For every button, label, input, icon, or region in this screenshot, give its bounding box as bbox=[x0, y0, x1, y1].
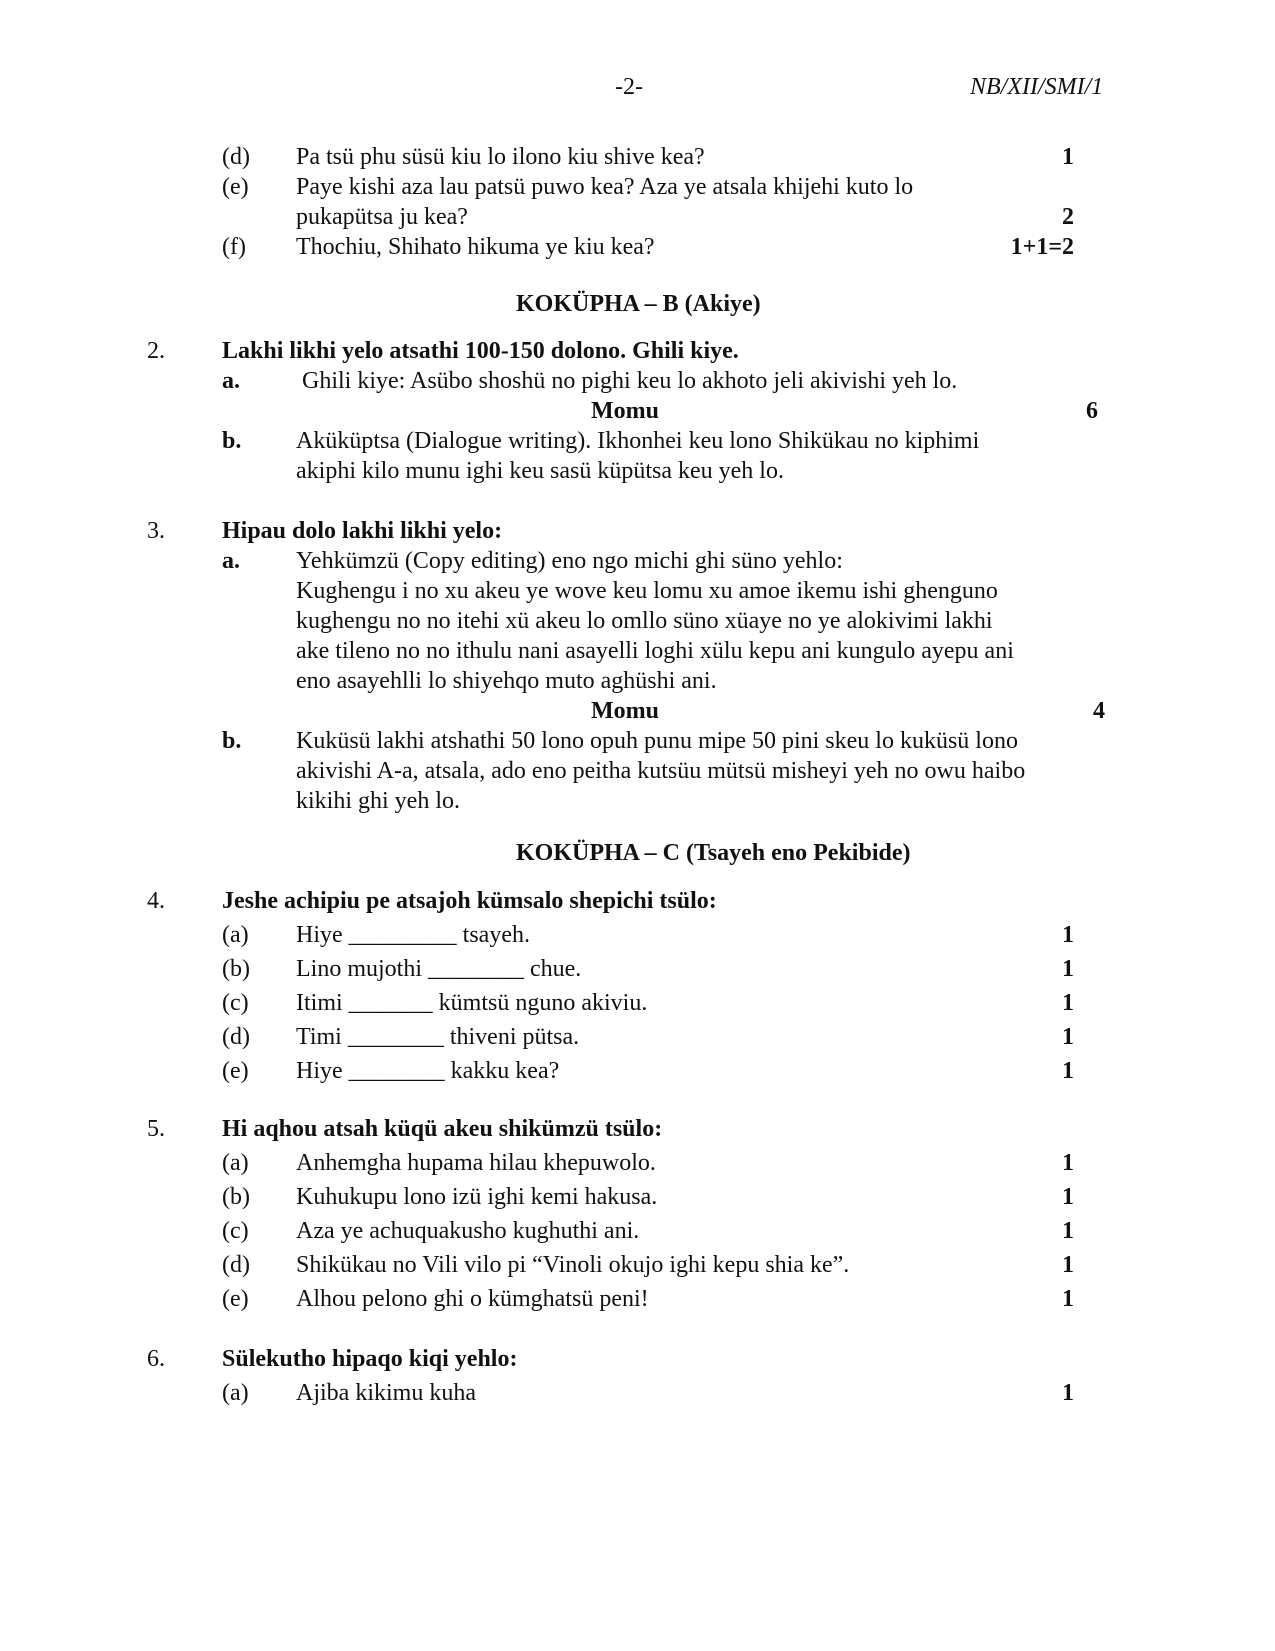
q4-heading bbox=[0, 886, 1275, 917]
q3-or-row bbox=[0, 696, 1275, 727]
q1-item-f bbox=[0, 232, 1275, 263]
q5-item-a bbox=[0, 1148, 1275, 1179]
item-text: Ajiba kikimu kuha bbox=[296, 1380, 476, 1406]
item-text: Pa tsü phu süsü kiu lo ilono kiu shive kea? bbox=[296, 144, 705, 170]
item-mark: 1 bbox=[1062, 1184, 1074, 1210]
text-before: Hiye bbox=[296, 922, 343, 948]
question-number: 3. bbox=[147, 518, 165, 544]
q1-item-e bbox=[0, 172, 1275, 203]
q4-item-b bbox=[0, 954, 1275, 985]
page-number: -2- bbox=[615, 74, 643, 100]
paper-code: NB/XII/SMI/1 bbox=[970, 74, 1104, 100]
q5-item-b bbox=[0, 1182, 1275, 1213]
item-text: Alhou pelono ghi o kümghatsü peni! bbox=[296, 1286, 649, 1312]
q2-part-b-line2 bbox=[0, 456, 1275, 487]
item-mark: 1 bbox=[1062, 144, 1074, 170]
item-label: (b) bbox=[222, 956, 250, 982]
q1-item-e-line2 bbox=[0, 202, 1275, 233]
question-text: Lakhi likhi yelo atsathi 100-150 dolono. Ghili kiye. bbox=[222, 338, 739, 364]
text-after: thiveni pütsa. bbox=[449, 1024, 580, 1050]
part-text: Kughengu i no xu akeu ye wove keu lomu xu amoe ikemu ishi ghenguno bbox=[296, 578, 998, 604]
part-text: akivishi A-a, atsala, ado eno peitha kutsüu mütsü misheyi yeh no owu haibo bbox=[296, 758, 1026, 784]
item-mark: 1 bbox=[1062, 1218, 1074, 1244]
q3-part-a-line4 bbox=[0, 636, 1275, 667]
item-text bbox=[296, 988, 647, 1019]
part-text: kikihi ghi yeh lo. bbox=[296, 788, 460, 814]
item-label: (d) bbox=[222, 144, 250, 170]
q6-heading bbox=[0, 1344, 1275, 1375]
q3-part-a-line3 bbox=[0, 606, 1275, 637]
q3-part-a-line5 bbox=[0, 666, 1275, 697]
item-mark: 1 bbox=[1062, 1150, 1074, 1176]
q3-part-b-line2 bbox=[0, 756, 1275, 787]
item-mark: 1 bbox=[1062, 1380, 1074, 1406]
q5-item-e bbox=[0, 1284, 1275, 1315]
item-label: (c) bbox=[222, 990, 249, 1016]
item-label: (c) bbox=[222, 1218, 249, 1244]
answer-blank: ________ bbox=[347, 1024, 444, 1050]
part-text: eno asayehlli lo shiyehqo muto aghüshi ani. bbox=[296, 668, 717, 694]
part-text: akiphi kilo munu ighi keu sasü küpütsa keu yeh lo. bbox=[296, 458, 784, 484]
or-label: Momu bbox=[591, 698, 659, 724]
item-label: (a) bbox=[222, 922, 249, 948]
q1-item-d bbox=[0, 142, 1275, 173]
q4-item-c bbox=[0, 988, 1275, 1019]
answer-blank: ________ bbox=[428, 956, 524, 982]
q4-item-e bbox=[0, 1056, 1275, 1087]
item-label: (a) bbox=[222, 1380, 249, 1406]
question-number: 4. bbox=[147, 888, 165, 914]
part-text: Kuküsü lakhi atshathi 50 lono opuh punu mipe 50 pini skeu lo kuküsü lono bbox=[296, 728, 1018, 754]
text-before: Hiye bbox=[296, 1058, 343, 1084]
part-text: Ghili kiye: Asübo shoshü no pighi keu lo akhoto jeli akivishi yeh lo. bbox=[302, 368, 958, 394]
item-label: (e) bbox=[222, 1058, 249, 1084]
answer-blank: _______ bbox=[348, 990, 433, 1016]
q2-part-a bbox=[0, 366, 1275, 397]
part-text: kughengu no no itehi xü akeu lo omllo süno xüaye no ye alokivimi lakhi bbox=[296, 608, 993, 634]
section-b-title: KOKÜPHA – B (Akiye) bbox=[516, 291, 761, 317]
answer-blank: _________ bbox=[348, 922, 457, 948]
text-before: Itimi bbox=[296, 990, 343, 1016]
item-mark: 1 bbox=[1062, 1058, 1074, 1084]
q6-item-a bbox=[0, 1378, 1275, 1409]
question-text: Sülekutho hipaqo kiqi yehlo: bbox=[222, 1346, 518, 1372]
text-after: kümtsü nguno akiviu. bbox=[438, 990, 648, 1016]
q3-part-b-line3 bbox=[0, 786, 1275, 817]
item-text bbox=[296, 954, 581, 985]
q2-heading bbox=[0, 336, 1275, 367]
section-c-title: KOKÜPHA – C (Tsayeh eno Pekibide) bbox=[516, 840, 911, 866]
item-text bbox=[296, 920, 530, 951]
text-after: kakku kea? bbox=[450, 1058, 560, 1084]
q5-item-d bbox=[0, 1250, 1275, 1281]
item-text: Anhemgha hupama hilau khepuwolo. bbox=[296, 1150, 656, 1176]
text-after: chue. bbox=[530, 956, 582, 982]
part-text: Yehkümzü (Copy editing) eno ngo michi ghi süno yehlo: bbox=[296, 548, 843, 574]
part-label: b. bbox=[222, 728, 242, 754]
item-label: (d) bbox=[222, 1024, 250, 1050]
item-text bbox=[296, 1056, 559, 1087]
part-label: a. bbox=[222, 368, 240, 394]
item-mark: 2 bbox=[1062, 204, 1074, 230]
question-text: Hi aqhou atsah küqü akeu shikümzü tsülo: bbox=[222, 1116, 663, 1142]
item-text: Thochiu, Shihato hikuma ye kiu kea? bbox=[296, 234, 655, 260]
item-mark: 1 bbox=[1062, 1286, 1074, 1312]
q3-part-a-line2 bbox=[0, 576, 1275, 607]
item-mark: 1 bbox=[1062, 922, 1074, 948]
item-label: (e) bbox=[222, 1286, 249, 1312]
part-label: a. bbox=[222, 548, 240, 574]
item-label: (f) bbox=[222, 234, 246, 260]
q3-part-a bbox=[0, 546, 1275, 577]
part-text: ake tileno no no ithulu nani asayelli loghi xülu kepu ani kungulo ayepu ani bbox=[296, 638, 1014, 664]
question-mark: 6 bbox=[1086, 398, 1098, 424]
q5-heading bbox=[0, 1114, 1275, 1145]
item-mark: 1 bbox=[1062, 956, 1074, 982]
text-before: Timi bbox=[296, 1024, 342, 1050]
item-mark: 1 bbox=[1062, 1024, 1074, 1050]
q2-part-b bbox=[0, 426, 1275, 457]
part-label: b. bbox=[222, 428, 242, 454]
q4-item-d bbox=[0, 1022, 1275, 1053]
item-text: Kuhukupu lono izü ighi kemi hakusa. bbox=[296, 1184, 658, 1210]
q3-heading bbox=[0, 516, 1275, 547]
item-text: pukapütsa ju kea? bbox=[296, 204, 468, 230]
item-text: Aza ye achuquakusho kughuthi ani. bbox=[296, 1218, 640, 1244]
q4-item-a bbox=[0, 920, 1275, 951]
question-number: 5. bbox=[147, 1116, 165, 1142]
item-text bbox=[296, 1022, 579, 1053]
item-mark: 1+1=2 bbox=[1010, 234, 1074, 260]
or-label: Momu bbox=[591, 398, 659, 424]
question-number: 2. bbox=[147, 338, 165, 364]
item-text: Paye kishi aza lau patsü puwo kea? Aza ye atsala khijehi kuto lo bbox=[296, 174, 914, 200]
item-label: (a) bbox=[222, 1150, 249, 1176]
item-label: (b) bbox=[222, 1184, 250, 1210]
question-text: Hipau dolo lakhi likhi yelo: bbox=[222, 518, 503, 544]
part-text: Aküküptsa (Dialogue writing). Ikhonhei keu lono Shikükau no kiphimi bbox=[296, 428, 980, 454]
item-label: (d) bbox=[222, 1252, 250, 1278]
q2-or-row bbox=[0, 396, 1275, 427]
text-after: tsayeh. bbox=[462, 922, 530, 948]
question-text: Jeshe achipiu pe atsajoh kümsalo shepichi tsülo: bbox=[222, 888, 717, 914]
q3-part-b bbox=[0, 726, 1275, 757]
answer-blank: ________ bbox=[348, 1058, 445, 1084]
question-number: 6. bbox=[147, 1346, 165, 1372]
item-text: Shikükau no Vili vilo pi “Vinoli okujo ighi kepu shia ke”. bbox=[296, 1252, 850, 1278]
item-mark: 1 bbox=[1062, 990, 1074, 1016]
q5-item-c bbox=[0, 1216, 1275, 1247]
text-before: Lino mujothi bbox=[296, 956, 422, 982]
item-label: (e) bbox=[222, 174, 249, 200]
question-mark: 4 bbox=[1093, 698, 1105, 724]
item-mark: 1 bbox=[1062, 1252, 1074, 1278]
